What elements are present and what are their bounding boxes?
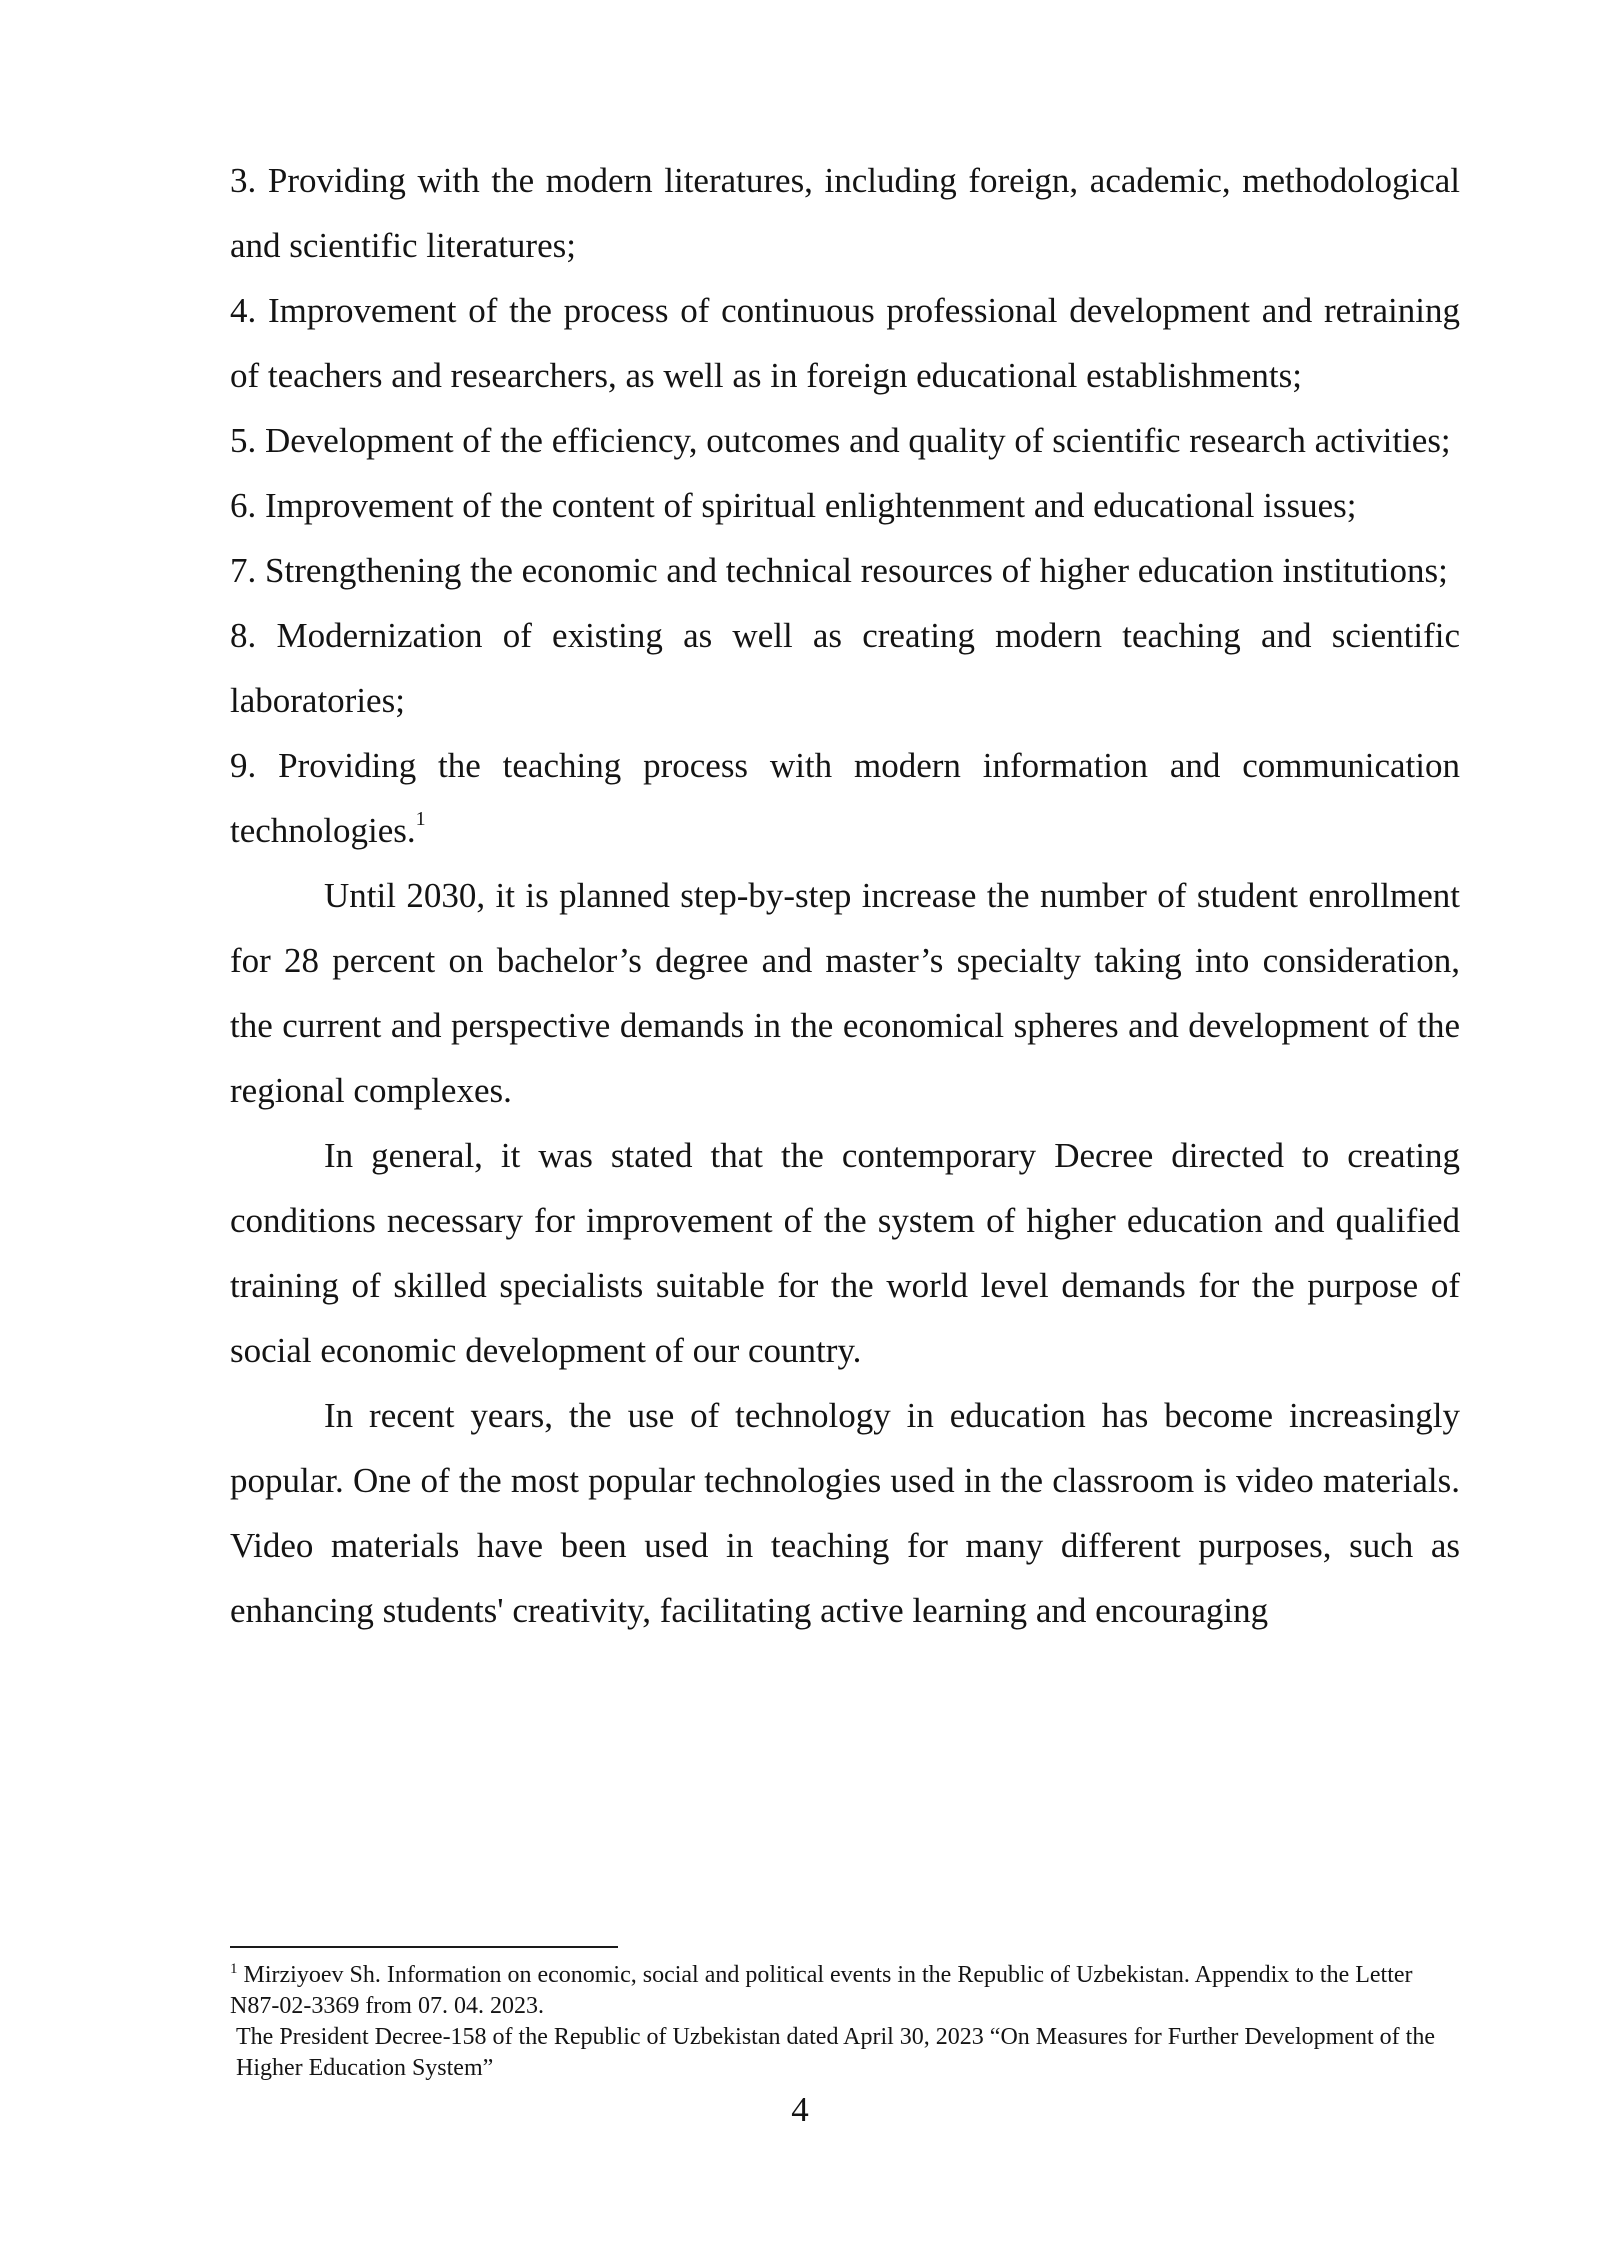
list-item-number: 6. bbox=[230, 486, 257, 525]
list-item-text: Strengthening the economic and technical resources of higher education institutions; bbox=[265, 551, 1448, 590]
list-item-text: Providing with the modern literatures, including foreign, academic, methodological and scientific literatures; bbox=[230, 161, 1460, 265]
body-paragraph: In recent years, the use of technology in education has become increasingly popular. One of the most popular technologies used in the classroom is video materials. Video materials have been used in teaching for many different purposes, such as enhancing students' creativity, facilitating active learning and encouraging bbox=[230, 1396, 1460, 1630]
list-item bbox=[230, 278, 1460, 408]
list-item-number: 4. bbox=[230, 291, 257, 330]
list-item-text: Modernization of existing as well as creating modern teaching and scientific laboratories; bbox=[230, 616, 1461, 720]
list-item-text: Development of the efficiency, outcomes and quality of scientific research activities; bbox=[265, 421, 1451, 460]
footnote-marker: 1 bbox=[230, 1961, 238, 1977]
footnote-reference[interactable]: 1 bbox=[415, 808, 426, 831]
body-paragraph: In general, it was stated that the contemporary Decree directed to creating conditions necessary for improvement of the system of higher education and qualified training of skilled specialists suitable for the world level demands for the purpose of social economic development of our country. bbox=[230, 1136, 1460, 1370]
footnote bbox=[230, 2022, 1462, 2084]
list-item-number: 9. bbox=[230, 746, 257, 785]
footnote-text: Mirziyoev Sh. Information on economic, social and political events in the Republic of Uzbekistan. Appendix to the Letter N87-02-3369 from 07. 04. 2023. bbox=[230, 1962, 1413, 2019]
list-item bbox=[230, 473, 1460, 538]
list-item bbox=[230, 733, 1460, 863]
list-item-number: 8. bbox=[230, 616, 257, 655]
list-item-text: Improvement of the process of continuous professional development and retraining of teachers and researchers, as well as in foreign educational establishments; bbox=[230, 291, 1461, 395]
list-item-number: 5. bbox=[230, 421, 257, 460]
body-paragraph: Until 2030, it is planned step-by-step increase the number of student enrollment for 28 percent on bachelor’s degree and master’s specialty taking into consideration, the current and perspective demands in the economical spheres and development of the regional complexes. bbox=[230, 876, 1460, 1110]
footnote bbox=[230, 1960, 1462, 2022]
body-text bbox=[230, 148, 1460, 1643]
list-item-text: Providing the teaching process with modern information and communication technologies. bbox=[230, 746, 1460, 850]
footnote-separator bbox=[230, 1946, 618, 1948]
list-item-number: 7. bbox=[230, 551, 257, 590]
list-item-number: 3. bbox=[230, 161, 257, 200]
page-number: 4 bbox=[791, 2090, 809, 2129]
list-item bbox=[230, 538, 1460, 603]
footnotes bbox=[230, 1960, 1462, 2084]
list-item-text: Improvement of the content of spiritual enlightenment and educational issues; bbox=[265, 486, 1357, 525]
list-item bbox=[230, 603, 1460, 733]
footnote-text: The President Decree-158 of the Republic of Uzbekistan dated April 30, 2023 “On Measures for Further Development of the Higher Education System” bbox=[236, 2024, 1435, 2081]
list-item bbox=[230, 408, 1460, 473]
list-item bbox=[230, 148, 1460, 278]
